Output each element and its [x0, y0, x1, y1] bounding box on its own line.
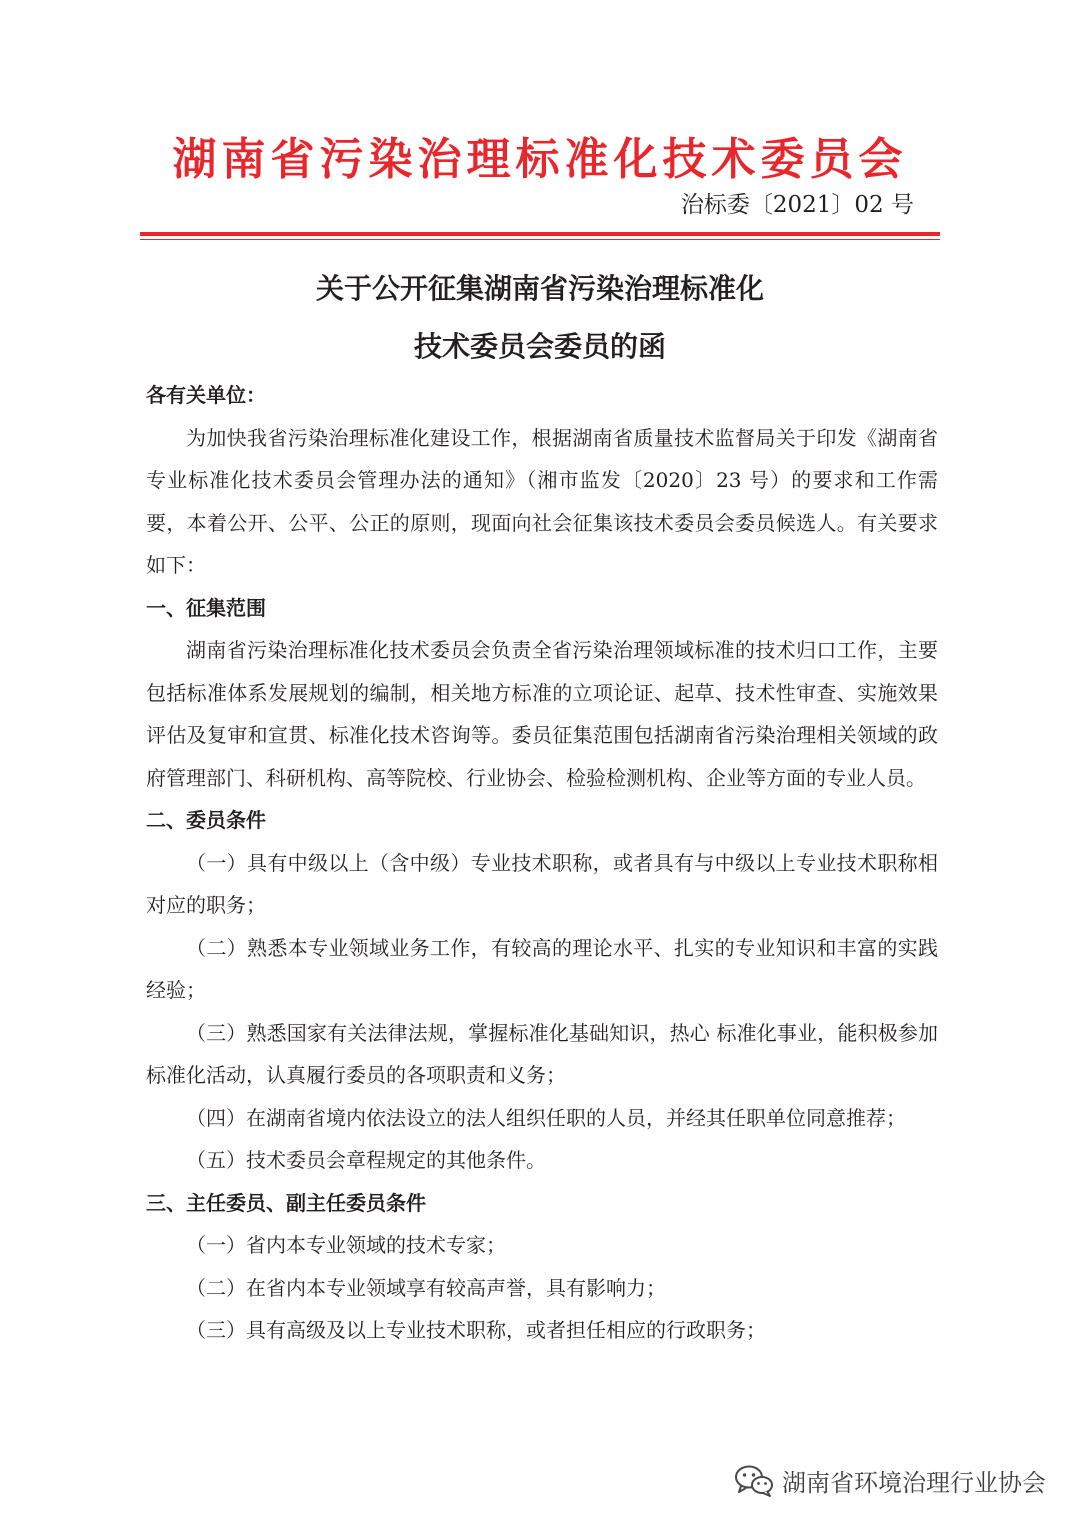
header-red-rule-thick [140, 232, 940, 236]
watermark-text: 湖南省环境治理行业协会 [782, 1469, 1046, 1497]
letter-title-line-2: 技术委员会委员的函 [413, 330, 666, 363]
director-condition-item: （一）省内本专业领域的技术专家； [186, 1233, 506, 1257]
director-condition-item: （三）具有高级及以上专业技术职称，或者担任相应的行政职务； [186, 1318, 766, 1342]
letter-title-line-1: 关于公开征集湖南省污染治理标准化 [315, 272, 764, 305]
organization-title: 湖南省污染治理标准化技术委员会 [172, 134, 908, 185]
salutation: 各有关单位： [146, 383, 266, 407]
member-condition-item: （三）熟悉国家有关法律法规，掌握标准化基础知识，热心 标准化事业，能积极参加标准化活动，认真履行委员的各项职责和义务； [146, 1020, 938, 1087]
member-condition-item: （一）具有中级以上（含中级）专业技术职称，或者具有与中级以上专业技术职称相对应的职务； [146, 850, 938, 917]
member-condition-item: （二）熟悉本专业领域业务工作，有较高的理论水平、扎实的专业知识和丰富的实践经验； [146, 935, 938, 1002]
letter-body [146, 374, 938, 1352]
member-condition-item: （四）在湖南省境内依法设立的法人组织任职的人员，并经其任职单位同意推荐； [186, 1105, 906, 1130]
section-heading-scope: 一、征集范围 [146, 595, 266, 620]
wechat-watermark [734, 1463, 1046, 1498]
director-condition-item: （二）在省内本专业领域享有较高声誉，具有影响力； [186, 1275, 666, 1300]
document-number: 治标委〔2021〕02 号 [680, 192, 914, 218]
intro-paragraph: 为加快我省污染治理标准化建设工作，根据湖南省质量技术监督局关于印发《湖南省专业标准化技术委员会管理办法的通知》（湘市监发〔2020〕23 号）的要求和工作需要，本着公开、公平、公正的原则，现面向社会征集该技术委员会委员候选人。有关要求如下： [146, 425, 938, 577]
member-condition-item: （五）技术委员会章程规定的其他条件。 [186, 1148, 546, 1172]
scope-paragraph: 湖南省污染治理标准化技术委员会负责全省污染治理领域标准的技术归口工作，主要包括标准体系发展规划的编制，相关地方标准的立项论证、起草、技术性审查、实施效果评估及复审和宣贯、标准化技术咨询等。委员征集范围包括湖南省污染治理相关领域的政府管理部门、科研机构、高等院校、行业协会、检验检测机构、企业等方面的专业人员。 [146, 638, 938, 790]
section-heading-director-conditions: 三、主任委员、副主任委员条件 [146, 1190, 426, 1215]
section-heading-member-conditions: 二、委员条件 [146, 808, 266, 832]
header-red-rule-thin [140, 239, 940, 240]
wechat-icon [734, 1464, 774, 1498]
